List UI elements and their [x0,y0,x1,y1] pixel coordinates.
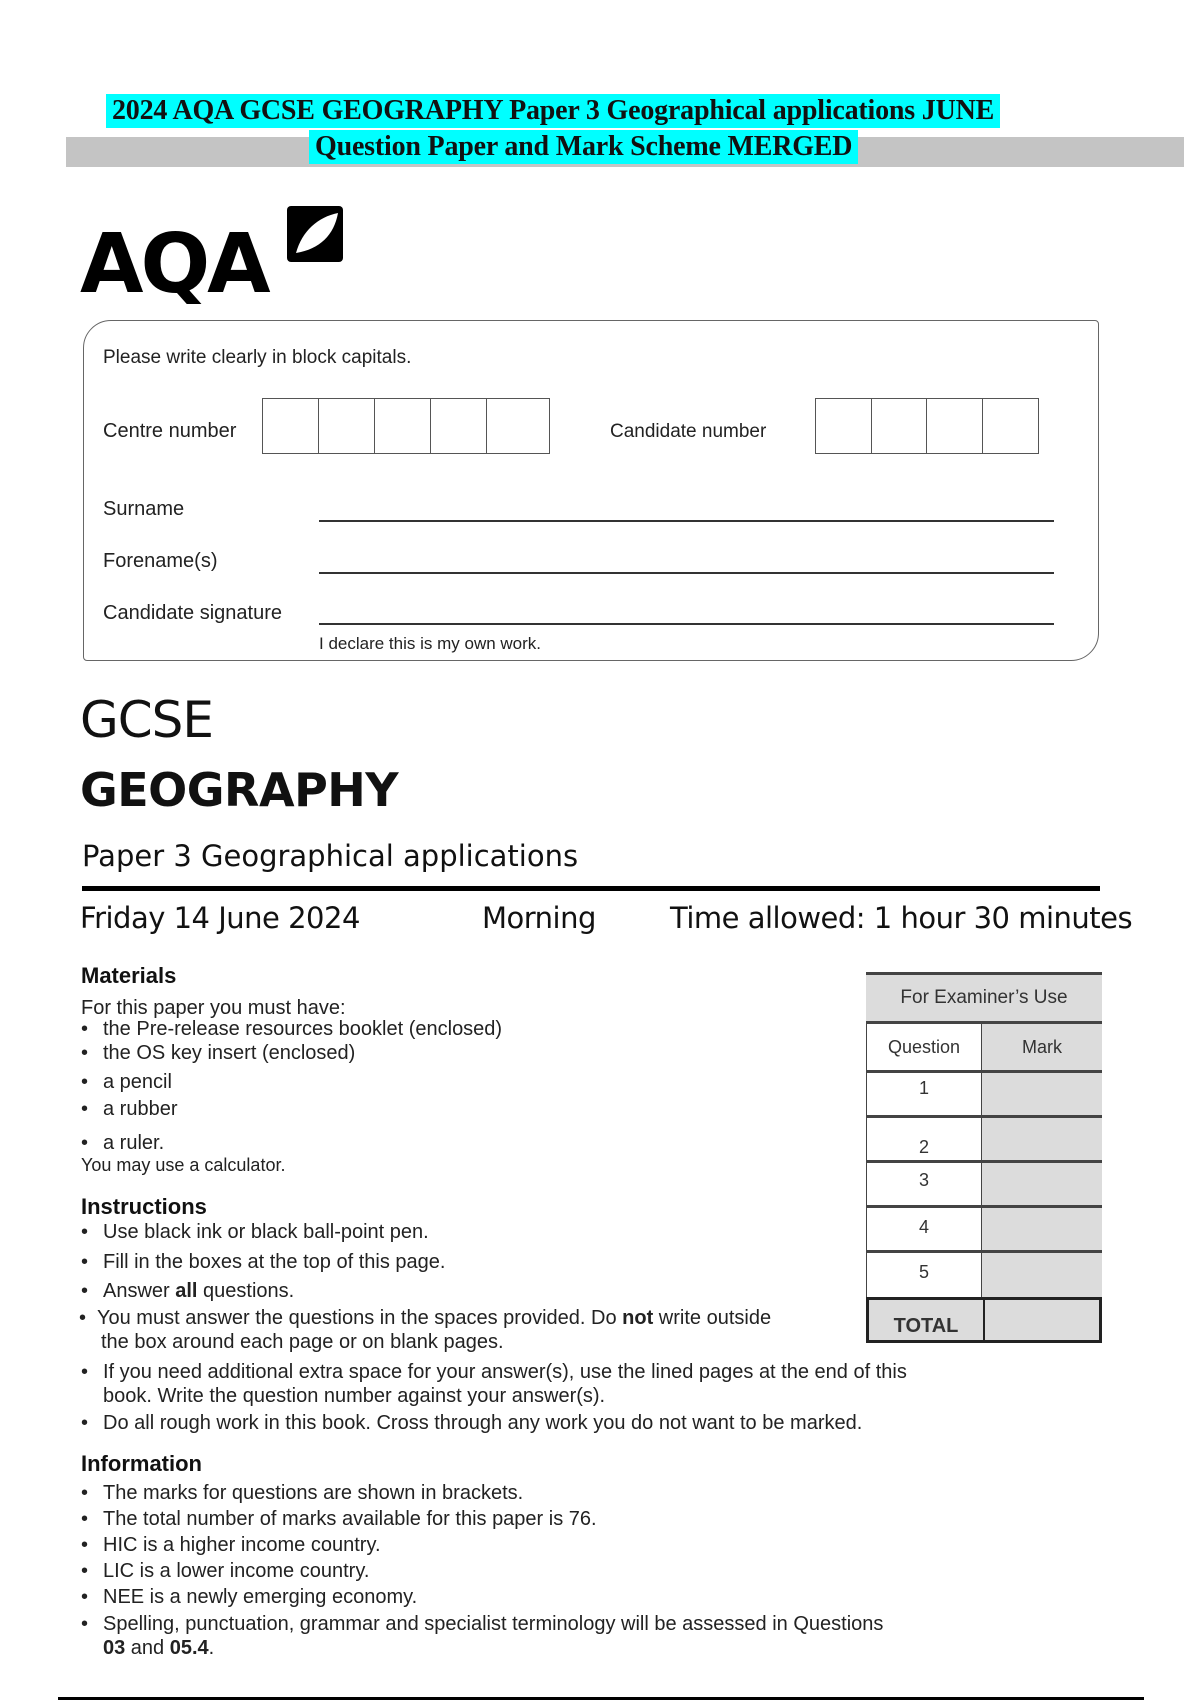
centre-number-boxes[interactable] [262,398,550,454]
materials-intro: For this paper you must have: [81,997,346,1019]
mark-cell[interactable] [982,1163,1102,1205]
qualification-heading: GCSE [80,691,213,749]
table-row [866,1073,1102,1118]
candidate-signature-label: Candidate signature [103,602,283,624]
candidate-number-digit[interactable] [983,399,1039,453]
materials-item: • a rubber [81,1098,178,1120]
exam-date: Friday 14 June 2024 [80,901,360,935]
materials-item: • a ruler. [81,1132,165,1154]
centre-number-label: Centre number [103,420,237,442]
heading-divider [82,886,1100,891]
document-title-line-2: Question Paper and Mark Scheme MERGED [309,130,858,164]
materials-item: • the OS key insert (enclosed) [81,1042,356,1064]
mark-cell[interactable] [982,1073,1102,1115]
centre-number-digit[interactable] [431,399,487,453]
aqa-leaf-mark-icon [286,205,344,263]
table-row [866,1208,1102,1253]
mark-cell[interactable] [982,1253,1102,1297]
information-heading: Information [81,1451,202,1476]
forenames-field[interactable] [319,572,1054,574]
document-title-line-1: 2024 AQA GCSE GEOGRAPHY Paper 3 Geographical applications JUNE [106,94,1000,128]
materials-item: • a pencil [81,1071,172,1093]
instruction-item: • If you need additional extra space for your answer(s), use the lined pages at the end of this book. Write the question number against your answer(s). [81,1361,907,1407]
question-number: 4 [866,1208,982,1250]
question-number: 2 [866,1118,982,1160]
mark-column-header: Mark [982,1024,1102,1070]
total-mark-cell[interactable] [985,1300,1099,1340]
materials-item: • the Pre-release resources booklet (enclosed) [81,1018,503,1040]
information-item: • The total number of marks available for this paper is 76. [81,1508,597,1530]
table-row [866,1163,1102,1208]
total-row [866,1297,1102,1343]
candidate-number-digit[interactable] [872,399,928,453]
examiner-table-title: For Examiner’s Use [866,972,1102,1024]
centre-number-digit[interactable] [375,399,431,453]
question-number: 5 [866,1253,982,1297]
information-item: • LIC is a lower income country. [81,1560,370,1582]
aqa-logo-text: AQA [80,217,268,312]
question-number: 1 [866,1073,982,1115]
information-item: • HIC is a higher income country. [81,1534,381,1556]
question-column-header: Question [866,1024,982,1070]
information-item: • The marks for questions are shown in brackets. [81,1482,524,1504]
candidate-signature-field[interactable] [319,623,1054,625]
block-capitals-instruction: Please write clearly in block capitals. [103,347,412,368]
instructions-heading: Instructions [81,1194,207,1219]
instruction-item: • Use black ink or black ball-point pen. [81,1221,429,1243]
forenames-label: Forename(s) [103,550,218,572]
table-row [866,1253,1102,1297]
question-number: 3 [866,1163,982,1205]
candidate-number-label: Candidate number [610,421,767,442]
candidate-number-digit[interactable] [927,399,983,453]
paper-title: Paper 3 Geographical applications [82,839,579,873]
candidate-number-boxes[interactable] [815,398,1039,454]
materials-heading: Materials [81,963,177,988]
instruction-item: • You must answer the questions in the spaces provided. Do not write outside the box around each page or on blank pages. [79,1307,772,1353]
candidate-number-digit[interactable] [816,399,872,453]
instruction-item: • Answer all questions. [81,1280,295,1302]
calculator-note: You may use a calculator. [81,1155,286,1175]
surname-field[interactable] [319,520,1054,522]
total-label: TOTAL [869,1300,985,1340]
mark-cell[interactable] [982,1118,1102,1160]
table-row [866,1118,1102,1163]
centre-number-digit[interactable] [487,399,543,453]
instruction-item: • Do all rough work in this book. Cross through any work you do not want to be marked. [81,1412,863,1434]
exam-session: Morning [482,901,596,935]
mark-cell[interactable] [982,1208,1102,1250]
instruction-item: • Fill in the boxes at the top of this page. [81,1251,446,1273]
surname-label: Surname [103,498,185,520]
subject-heading: GEOGRAPHY [80,763,399,817]
examiner-use-table [866,972,1102,1343]
centre-number-digit[interactable] [263,399,319,453]
time-allowed: Time allowed: 1 hour 30 minutes [670,901,1133,935]
information-item: • NEE is a newly emerging economy. [81,1586,418,1608]
information-item: • Spelling, punctuation, grammar and specialist terminology will be assessed in Questions 03 and 05.4. [81,1613,884,1659]
declaration-text: I declare this is my own work. [319,634,542,653]
centre-number-digit[interactable] [319,399,375,453]
examiner-table-header-row [866,1024,1102,1073]
